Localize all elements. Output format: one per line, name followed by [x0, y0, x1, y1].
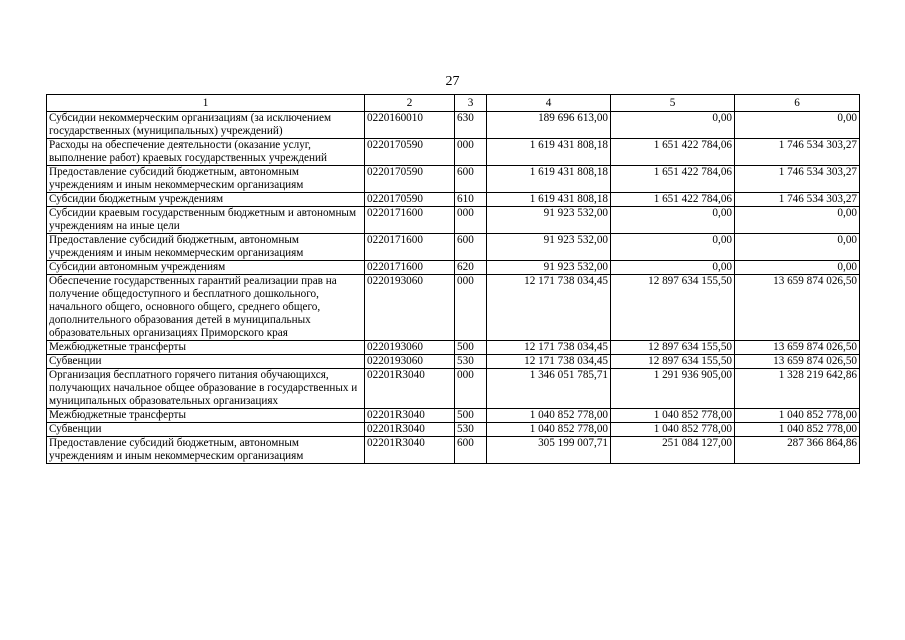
row-code-cell: 0220171600 — [365, 261, 455, 275]
row-vr-cell: 000 — [455, 207, 487, 234]
table-row — [47, 193, 860, 207]
row-code-cell: 0220170590 — [365, 166, 455, 193]
row-value-col5: 1 291 936 905,00 — [611, 369, 735, 409]
row-code-cell: 0220193060 — [365, 341, 455, 355]
row-value-col4: 1 346 051 785,71 — [487, 369, 611, 409]
page-number: 27 — [445, 74, 460, 89]
row-value-col4: 91 923 532,00 — [487, 261, 611, 275]
header-cell: 2 — [365, 95, 455, 112]
row-value-col4: 12 171 738 034,45 — [487, 355, 611, 369]
row-vr-cell: 600 — [455, 437, 487, 464]
row-name-cell: Субвенции — [47, 355, 365, 369]
row-name-cell: Субвенции — [47, 423, 365, 437]
row-name-cell: Расходы на обеспечение деятельности (оказание услуг, выполнение работ) краевых государственных учреждений — [47, 139, 365, 166]
table-row — [47, 409, 860, 423]
table-row — [47, 369, 860, 409]
row-vr-cell: 600 — [455, 234, 487, 261]
row-vr-cell: 530 — [455, 355, 487, 369]
row-value-col6: 0,00 — [735, 207, 860, 234]
row-value-col4: 12 171 738 034,45 — [487, 275, 611, 341]
row-code-cell: 0220171600 — [365, 234, 455, 261]
table-row — [47, 355, 860, 369]
row-value-col4: 1 619 431 808,18 — [487, 193, 611, 207]
row-value-col5: 0,00 — [611, 234, 735, 261]
table-row — [47, 207, 860, 234]
row-value-col4: 1 040 852 778,00 — [487, 409, 611, 423]
row-name-cell: Субсидии бюджетным учреждениям — [47, 193, 365, 207]
row-code-cell: 0220193060 — [365, 275, 455, 341]
row-code-cell: 0220171600 — [365, 207, 455, 234]
row-value-col6: 1 746 534 303,27 — [735, 139, 860, 166]
header-cell: 6 — [735, 95, 860, 112]
header-cell: 3 — [455, 95, 487, 112]
row-value-col6: 0,00 — [735, 112, 860, 139]
row-value-col6: 13 659 874 026,50 — [735, 275, 860, 341]
row-value-col6: 1 040 852 778,00 — [735, 423, 860, 437]
header-cell: 4 — [487, 95, 611, 112]
table-row — [47, 234, 860, 261]
header-cell: 5 — [611, 95, 735, 112]
row-value-col4: 189 696 613,00 — [487, 112, 611, 139]
table-row — [47, 275, 860, 341]
row-value-col5: 12 897 634 155,50 — [611, 355, 735, 369]
row-value-col6: 0,00 — [735, 234, 860, 261]
row-value-col5: 1 040 852 778,00 — [611, 409, 735, 423]
row-value-col6: 0,00 — [735, 261, 860, 275]
row-value-col6: 1 328 219 642,86 — [735, 369, 860, 409]
row-vr-cell: 500 — [455, 341, 487, 355]
row-name-cell: Организация бесплатного горячего питания обучающихся, получающих начальное общее образование в государственных и муниципальных образовательных организациях — [47, 369, 365, 409]
row-name-cell: Предоставление субсидий бюджетным, автономным учреждениям и иным некоммерческим организациям — [47, 437, 365, 464]
row-name-cell: Предоставление субсидий бюджетным, автономным учреждениям и иным некоммерческим организациям — [47, 166, 365, 193]
row-code-cell: 02201R3040 — [365, 409, 455, 423]
header-cell: 1 — [47, 95, 365, 112]
row-value-col4: 1 619 431 808,18 — [487, 166, 611, 193]
row-vr-cell: 600 — [455, 166, 487, 193]
table-row — [47, 261, 860, 275]
row-value-col5: 12 897 634 155,50 — [611, 341, 735, 355]
row-value-col5: 1 651 422 784,06 — [611, 166, 735, 193]
row-vr-cell: 620 — [455, 261, 487, 275]
row-vr-cell: 630 — [455, 112, 487, 139]
row-vr-cell: 530 — [455, 423, 487, 437]
budget-table — [46, 94, 860, 464]
row-value-col5: 1 651 422 784,06 — [611, 139, 735, 166]
table-row — [47, 166, 860, 193]
row-code-cell: 02201R3040 — [365, 423, 455, 437]
row-code-cell: 0220170590 — [365, 139, 455, 166]
row-value-col6: 13 659 874 026,50 — [735, 355, 860, 369]
row-value-col4: 1 619 431 808,18 — [487, 139, 611, 166]
row-value-col6: 1 746 534 303,27 — [735, 193, 860, 207]
row-name-cell: Субсидии автономным учреждениям — [47, 261, 365, 275]
row-vr-cell: 000 — [455, 369, 487, 409]
row-value-col5: 0,00 — [611, 112, 735, 139]
row-code-cell: 0220160010 — [365, 112, 455, 139]
row-name-cell: Предоставление субсидий бюджетным, автономным учреждениям и иным некоммерческим организациям — [47, 234, 365, 261]
row-value-col5: 12 897 634 155,50 — [611, 275, 735, 341]
row-vr-cell: 500 — [455, 409, 487, 423]
row-value-col5: 1 651 422 784,06 — [611, 193, 735, 207]
row-value-col5: 1 040 852 778,00 — [611, 423, 735, 437]
row-value-col6: 13 659 874 026,50 — [735, 341, 860, 355]
row-code-cell: 02201R3040 — [365, 369, 455, 409]
row-name-cell: Обеспечение государственных гарантий реализации прав на получение общедоступного и бесплатного дошкольного, начального общего, основного общего, среднего общего, дополнительного образования детей в муниципальных образовательных организациях Приморского края — [47, 275, 365, 341]
row-value-col4: 12 171 738 034,45 — [487, 341, 611, 355]
row-vr-cell: 000 — [455, 275, 487, 341]
row-value-col6: 1 040 852 778,00 — [735, 409, 860, 423]
row-value-col4: 1 040 852 778,00 — [487, 423, 611, 437]
row-value-col4: 91 923 532,00 — [487, 207, 611, 234]
row-value-col5: 0,00 — [611, 261, 735, 275]
table-row — [47, 423, 860, 437]
row-value-col5: 0,00 — [611, 207, 735, 234]
row-value-col6: 1 746 534 303,27 — [735, 166, 860, 193]
table-row — [47, 437, 860, 464]
table-row — [47, 139, 860, 166]
row-value-col4: 91 923 532,00 — [487, 234, 611, 261]
row-name-cell: Субсидии некоммерческим организациям (за исключением государственных (муниципальных) учреждений) — [47, 112, 365, 139]
row-code-cell: 0220170590 — [365, 193, 455, 207]
row-value-col5: 251 084 127,00 — [611, 437, 735, 464]
header-row — [47, 95, 860, 112]
row-name-cell: Субсидии краевым государственным бюджетным и автономным учреждениям на иные цели — [47, 207, 365, 234]
row-vr-cell: 610 — [455, 193, 487, 207]
table-row — [47, 341, 860, 355]
table-row — [47, 112, 860, 139]
row-vr-cell: 000 — [455, 139, 487, 166]
row-value-col6: 287 366 864,86 — [735, 437, 860, 464]
row-code-cell: 0220193060 — [365, 355, 455, 369]
row-code-cell: 02201R3040 — [365, 437, 455, 464]
row-name-cell: Межбюджетные трансферты — [47, 341, 365, 355]
row-value-col4: 305 199 007,71 — [487, 437, 611, 464]
row-name-cell: Межбюджетные трансферты — [47, 409, 365, 423]
